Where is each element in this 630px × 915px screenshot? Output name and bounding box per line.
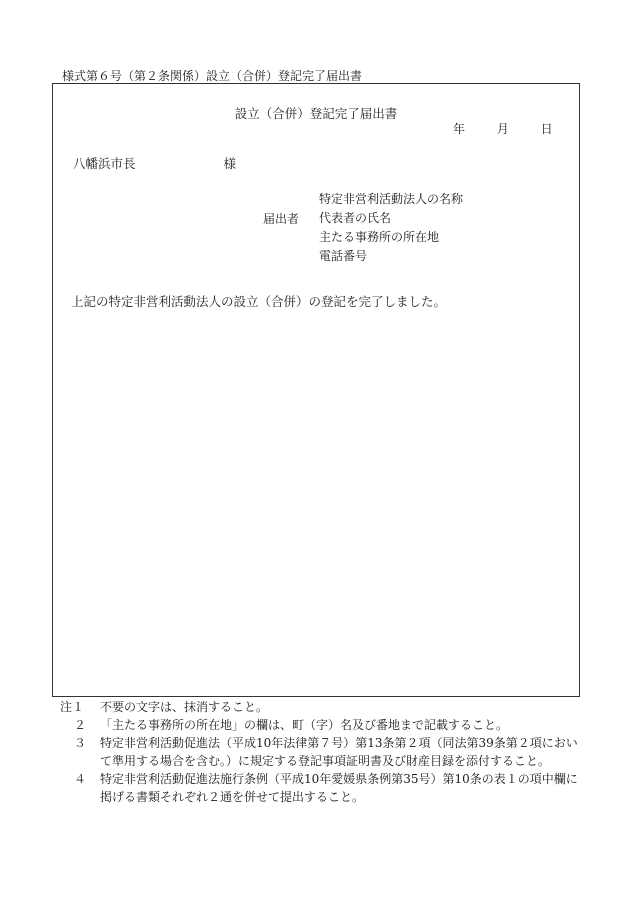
- notifier-phone: 電話番号: [319, 249, 368, 263]
- date-line: [453, 120, 553, 137]
- form-number-label: 様式第６号（第２条関係）設立（合併）登記完了届出書: [62, 69, 363, 83]
- date-year: 年: [453, 122, 466, 136]
- note-number: 注１: [60, 700, 85, 714]
- notifier-office-address: 主たる事務所の所在地: [319, 230, 440, 244]
- note-item: [60, 734, 580, 770]
- addressee-honorific: 様: [223, 156, 237, 171]
- note-item: [60, 770, 580, 806]
- note-item: [60, 698, 580, 716]
- note-text: 特定非営利活動促進法（平成10年法律第７号）第13条第２項（同法第39条第２項において準用する場合を含む。）に規定する登記事項証明書及び財産目録を添付すること。: [100, 736, 578, 768]
- notes-section: [60, 698, 580, 806]
- statement-text: 上記の特定非営利活動法人の設立（合併）の登記を完了しました。: [71, 294, 447, 309]
- note-item: [60, 716, 580, 734]
- note-number: ３: [74, 736, 87, 750]
- notifier-fields: [319, 190, 463, 266]
- note-number: ２: [74, 718, 87, 732]
- addressee-name: 八幡浜市長: [73, 156, 136, 171]
- notifier-org-name: 特定非営利活動法人の名称: [319, 192, 464, 206]
- note-number: ４: [74, 772, 87, 786]
- addressee: [73, 154, 236, 172]
- notifier-label: 届出者: [263, 212, 300, 226]
- note-text: 「主たる事務所の所在地」の欄は、町（字）名及び番地まで記載すること。: [100, 718, 509, 732]
- note-text: 不要の文字は、抹消すること。: [100, 700, 269, 714]
- form-frame: [52, 83, 580, 697]
- note-text: 特定非営利活動促進法施行条例（平成10年愛媛県条例第35号）第10条の表１の項中欄に掲げる書類それぞれ２通を併せて提出すること。: [100, 772, 578, 804]
- notifier-representative: 代表者の氏名: [319, 211, 392, 225]
- document-title: 設立（合併）登記完了届出書: [234, 106, 398, 121]
- date-month: 月: [496, 122, 509, 136]
- date-day: 日: [540, 122, 553, 136]
